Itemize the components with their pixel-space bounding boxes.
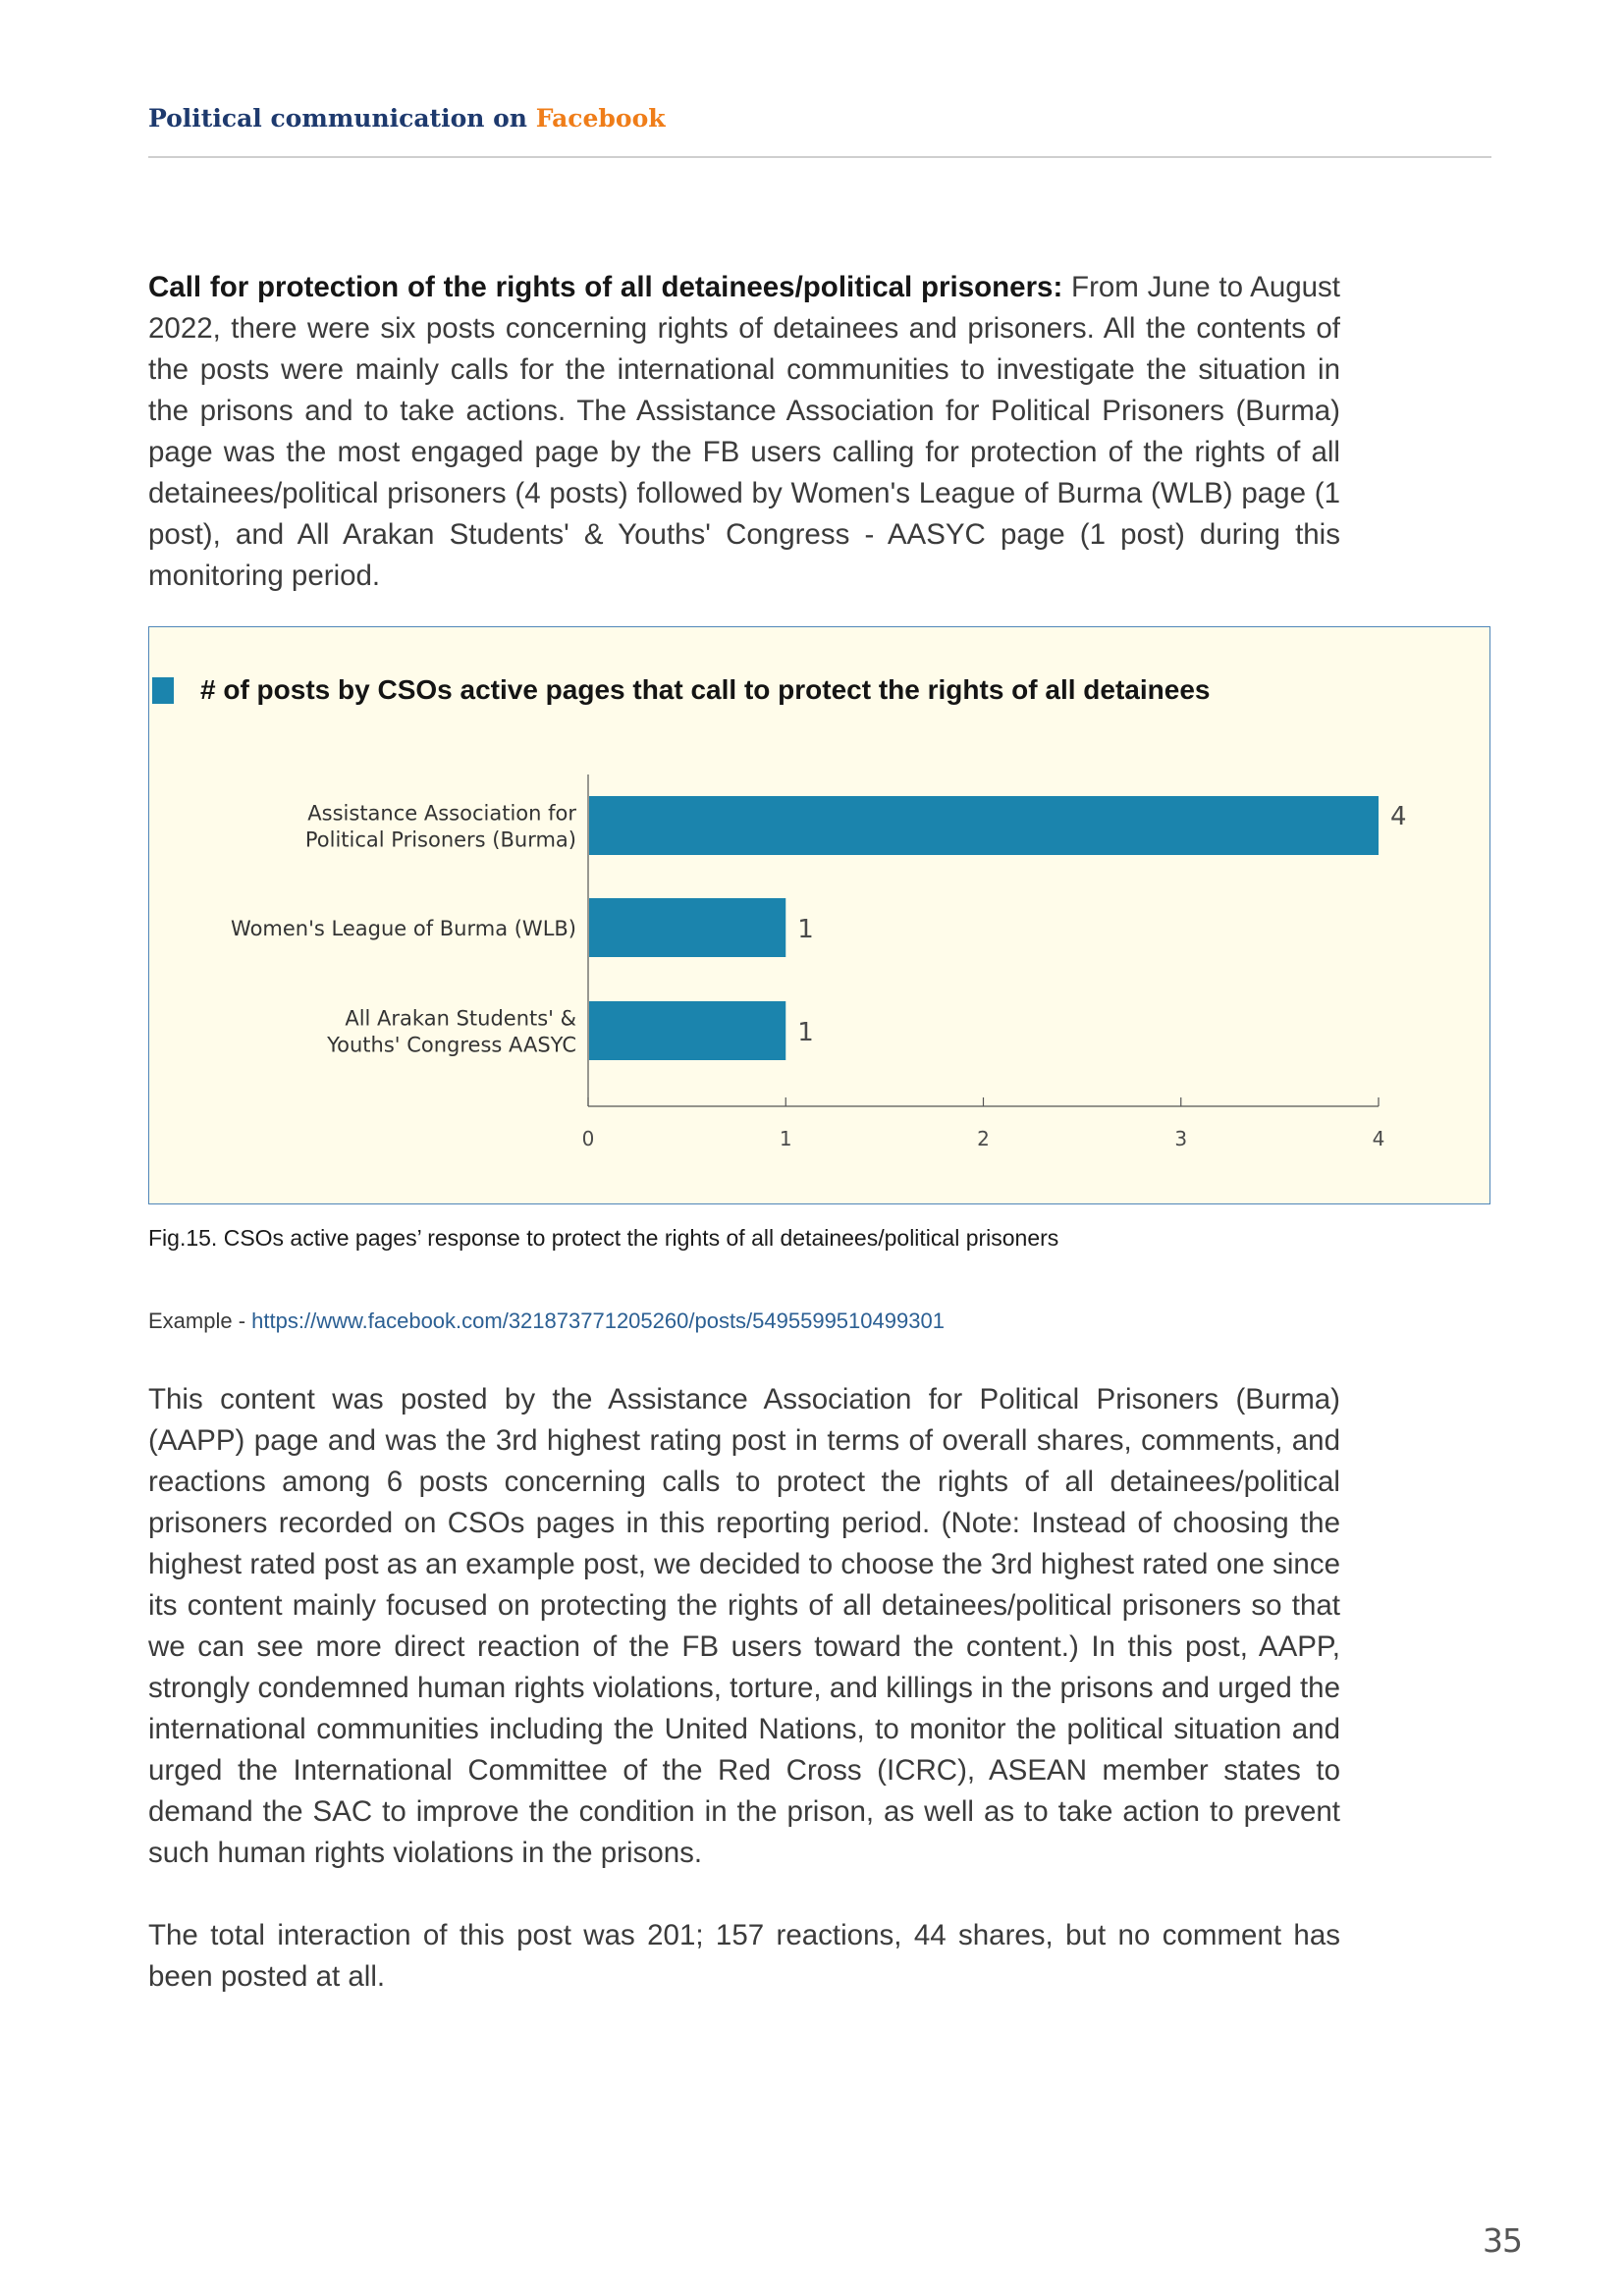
bar-data-label: 1 (797, 1018, 814, 1047)
bar-data-label: 4 (1390, 802, 1407, 831)
example-link[interactable]: https://www.facebook.com/321873771205260/posts/5495599510499301 (251, 1308, 945, 1333)
page-number: 35 (1483, 2221, 1522, 2260)
intro-lead: Call for protection of the rights of all detainees/political prisoners: (148, 271, 1063, 303)
x-tick-label: 3 (1174, 1127, 1188, 1150)
x-tick-label: 2 (977, 1127, 990, 1150)
bar (589, 796, 1379, 855)
total-paragraph: The total interaction of this post was 201; 157 reactions, 44 shares, but no comment has been posted at all. (148, 1919, 1340, 1993)
bar-chart (149, 627, 1491, 1205)
running-header (148, 104, 666, 133)
category-label: Youths' Congress AASYC (327, 1033, 576, 1057)
header-title: Political communication on (148, 104, 527, 133)
bar-data-label: 1 (797, 915, 814, 944)
bar (589, 1001, 785, 1060)
example-line (148, 1308, 945, 1334)
category-label: Women's League of Burma (WLB) (231, 917, 576, 940)
header-divider (148, 156, 1491, 158)
intro-text: From June to August 2022, there were six posts concerning rights of detainees and prisoners. All the contents of the posts were mainly calls for the international communities to investigate the situation in the prisons and to take actions. The Assistance Association for Political Prisoners (Burma) page was the most engaged page by the FB users calling for protection of the rights of all detainees/political prisoners (4 posts) followed by Women's League of Burma (WLB) page (1 post), and All Arakan Students' & Youths' Congress - AASYC page (1 post) during this monitoring period. (148, 271, 1340, 592)
figure-caption: Fig.15. CSOs active pages’ response to protect the rights of all detainees/political prisoners (148, 1225, 1059, 1251)
body-paragraph: This content was posted by the Assistance Association for Political Prisoners (Burma) (AAPP) page and was the 3rd highest rating post in terms of overall shares, comments, and reactions among 6 posts concerning calls to protect the rights of all detainees/political prisoners recorded on CSOs pages in this reporting period. (Note: Instead of choosing the highest rated post as an example post, we decided to choose the 3rd highest rated one since its content mainly focused on protecting the rights of all detainees/political prisoners so that we can see more direct reaction of the FB users toward the content.) In this post, AAPP, strongly condemned human rights violations, torture, and killings in the prisons and urged the international communities including the United Nations, to monitor the political situation and urged the International Committee of the Red Cross (ICRC), ASEAN member states to demand the SAC to improve the condition in the prison, as well as to take action to prevent such human rights violations in the prisons. (148, 1383, 1340, 1869)
intro-paragraph (148, 267, 1340, 597)
x-tick-label: 0 (581, 1127, 595, 1150)
header-title-accent: Facebook (535, 104, 666, 133)
category-label: All Arakan Students' & (345, 1006, 576, 1031)
chart-panel (148, 626, 1490, 1204)
bar (589, 898, 785, 957)
category-label: Political Prisoners (Burma) (304, 828, 576, 852)
chart-title-marker (152, 677, 174, 704)
x-tick-label: 4 (1372, 1127, 1385, 1150)
x-tick-label: 1 (779, 1127, 792, 1150)
example-label: Example - (148, 1308, 252, 1333)
category-label: Assistance Association for (307, 801, 576, 826)
chart-title: # of posts by CSOs active pages that call to protect the rights of all detainees (200, 674, 1211, 705)
